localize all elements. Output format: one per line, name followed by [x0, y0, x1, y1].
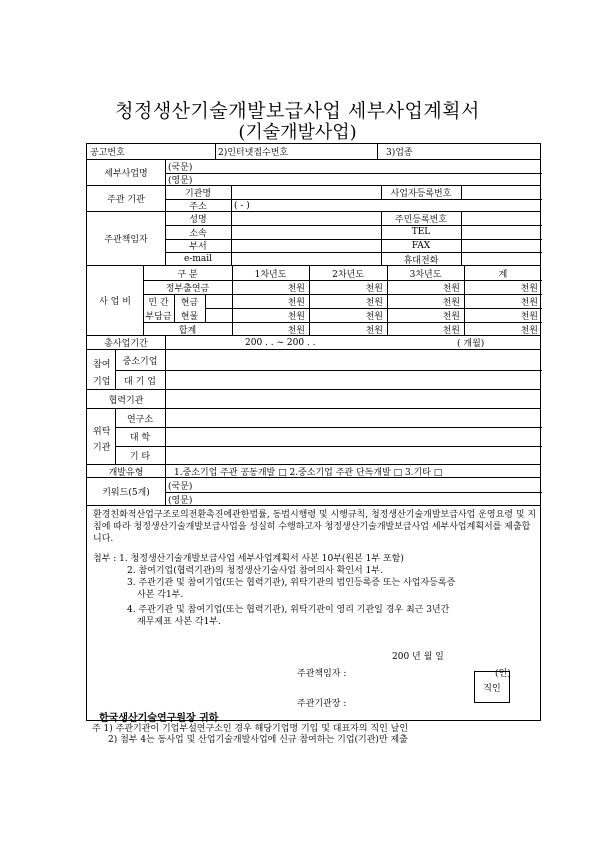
lead-person-signature-label: 주관책임자 :: [297, 669, 347, 679]
budget-unit: 천원: [287, 283, 305, 294]
budget-unit: 천원: [442, 311, 460, 322]
biz-reg-no-label: 사업자등록번호: [390, 189, 452, 199]
research-institute-label: 연구소: [126, 414, 154, 425]
budget-unit: 천원: [442, 283, 460, 294]
date-line: 200 년 월 일: [392, 652, 444, 662]
personal-seal-mark: (인): [495, 669, 511, 679]
period-months: ( 개월): [457, 339, 485, 349]
addressee: 한국생산기술연구원장 귀하: [99, 713, 219, 724]
attachment-3: 3. 주관기관 및 참여기업(또는 협력기관), 위탁기관의 법인등록증 또는 사업자등록증: [127, 578, 456, 588]
keywords-korean: (국문): [168, 481, 193, 492]
address-label: 주소: [189, 202, 207, 212]
gov-contribution-label: 정부출연금: [165, 283, 210, 294]
business-type-label: 3)업종: [386, 148, 413, 158]
budget-unit: 천원: [520, 311, 538, 322]
mobile-label: 휴대전화: [403, 255, 439, 266]
cash-label: 현금: [180, 297, 199, 308]
footnotes: [92, 724, 408, 746]
project-name-english: (영문): [168, 176, 193, 186]
budget-unit: 천원: [287, 325, 305, 336]
university-label: 대 학: [129, 433, 151, 443]
document-title: 청정생산기술개발보급사업 세부사업계획서: [115, 100, 480, 122]
address-value: ( - ): [234, 200, 250, 211]
org-name-label: 기관명: [184, 189, 212, 199]
budget-unit: 천원: [442, 297, 460, 308]
attachment-4-cont: 재무제표 사본 각1부.: [137, 617, 221, 627]
entrusted-label-line1: 위탁: [93, 427, 111, 437]
large-company-label: 대 기 업: [124, 376, 156, 387]
attachment-3-cont: 사본 각1부.: [137, 590, 184, 600]
budget-header-year1: 1차년도: [254, 269, 287, 280]
other-label: 기 타: [129, 452, 151, 462]
participants-label-line2: 기업: [93, 377, 111, 387]
lead-org-head-label: 주관기관장 :: [297, 699, 347, 709]
budget-unit: 천원: [287, 311, 305, 322]
budget-header-total: 계: [498, 269, 508, 280]
document-subtitle: (기술개발사업): [238, 122, 357, 143]
affiliation-label: 소속: [189, 228, 207, 239]
budget-label: 사 업 비: [99, 297, 131, 307]
project-name-korean: (국문): [168, 163, 193, 173]
name-label: 성명: [189, 215, 207, 225]
budget-header-year3: 3차년도: [409, 269, 442, 280]
budget-header-category: 구 분: [177, 269, 198, 280]
tel-label: TEL: [411, 227, 431, 237]
budget-unit: 천원: [287, 297, 305, 308]
dev-type-options[interactable]: 1.중소기업 주관 공동개발 □ 2.중소기업 주관 단독개발 □ 3.기타 □: [174, 467, 443, 477]
participants-label-line1: 참여: [93, 360, 111, 370]
internet-number-label: 2)인터넷접수번호: [218, 148, 289, 158]
burden-label: 부담금: [145, 311, 172, 322]
department-label: 부서: [189, 242, 207, 252]
budget-header-year2: 2차년도: [332, 269, 364, 280]
attachment-4: 4. 주관기관 및 참여기업(또는 협력기관), 위탁기관이 영리 기관일 경우 최근 3년간: [127, 605, 450, 615]
sme-label: 중소기업: [122, 356, 158, 367]
budget-unit: 천원: [365, 311, 383, 322]
inkind-label: 현물: [180, 311, 199, 322]
lead-person-label: 주관책임자: [104, 235, 148, 245]
keywords-label: 키워드(5개): [102, 488, 150, 498]
resident-no-label: 주민등록번호: [394, 215, 448, 225]
keywords-english: (영문): [168, 495, 193, 506]
budget-total-label: 합계: [178, 325, 197, 336]
cooperating-org-label: 협력기관: [108, 395, 144, 406]
budget-unit: 천원: [520, 325, 538, 336]
statement-text: 환경친화적산업구조로의전환촉진에관한법률, 동법시행령 및 시행규칙, 청정생산기술개발보급사업 운영요령 및 지침에 따라 청정생산기술개발보급사업을 성실히 수행하고자 청정생산기술개발보급사업 세부사업계획서를 제출합니다.: [93, 510, 537, 544]
budget-unit: 천원: [520, 283, 538, 294]
period-value: 200 . . ~ 200 . .: [245, 337, 316, 348]
budget-unit: 천원: [365, 325, 383, 336]
email-label: e-mail: [183, 254, 213, 264]
attachment-2: 2. 참여기업(협력기관)의 청정생산기술사업 참여의사 확인서 1부.: [127, 566, 383, 576]
application-form: [86, 143, 541, 724]
lead-org-label: 주관 기관: [107, 195, 145, 205]
budget-unit: 천원: [365, 283, 383, 294]
project-name-label: 세부사업명: [104, 169, 148, 179]
dev-type-label: 개발유형: [108, 467, 144, 477]
footnote-2: 2) 첨부 4는 동사업 및 산업기술개발사업에 신규 참여하는 기업(기관)만 제출: [108, 735, 408, 745]
period-label: 총사업기간: [104, 339, 148, 349]
budget-unit: 천원: [520, 297, 538, 308]
budget-unit: 천원: [365, 297, 383, 308]
entrusted-label-line2: 기관: [93, 443, 111, 453]
private-label: 민 간: [148, 297, 169, 308]
official-seal-box: 직인: [474, 671, 510, 703]
fax-label: FAX: [411, 240, 431, 251]
attachment-1: 첨부 : 1. 청정생산기술개발보급사업 세부사업계획서 사본 10부(원본 1부 포함): [93, 554, 404, 564]
budget-unit: 천원: [442, 325, 460, 336]
notice-number-label: 공고번호: [90, 148, 125, 158]
footnote-1: 주 1) 주관기관이 기업부설연구소인 경우 해당기업명 기입 및 대표자의 직인 날인: [92, 724, 409, 734]
